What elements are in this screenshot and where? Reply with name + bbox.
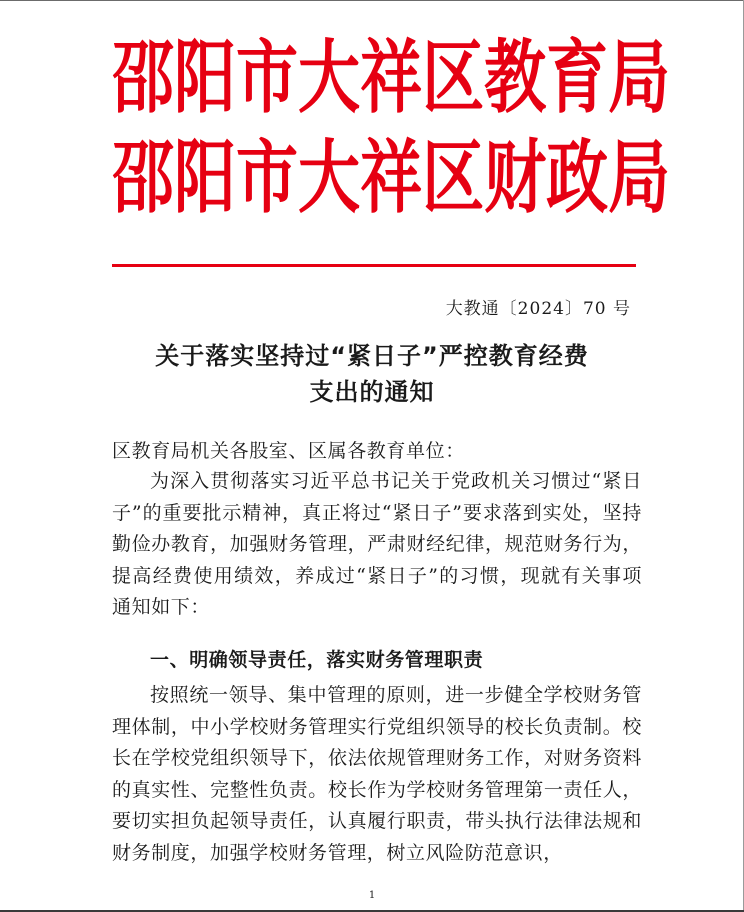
header-char: 大: [298, 130, 361, 225]
title-line-2: 支出的通知: [309, 378, 435, 406]
issuer-header-education-bureau: [112, 27, 671, 129]
section-heading-1: 一、明确领导责任，落实财务管理职责: [150, 649, 484, 671]
header-char: 政: [546, 130, 609, 225]
header-char: 邵: [112, 30, 175, 125]
header-char: 市: [236, 130, 299, 225]
header-char: 阳: [174, 30, 237, 125]
header-char: 大: [298, 30, 361, 125]
page-border-top: [0, 0, 744, 1]
header-char: 区: [422, 130, 485, 225]
header-char: 育: [546, 30, 609, 125]
header-char: 邵: [112, 130, 175, 225]
header-char: 阳: [174, 130, 237, 225]
document-number: 大教通〔2024〕70 号: [445, 299, 631, 319]
section-1-paragraph: [112, 680, 642, 870]
header-char: 市: [236, 30, 299, 125]
header-char: 局: [608, 130, 671, 225]
header-char: 祥: [360, 130, 423, 225]
header-char: 财: [484, 130, 547, 225]
header-char: 祥: [360, 30, 423, 125]
addressee: 区教育局机关各股室、区属各教育单位：: [112, 440, 465, 462]
intro-paragraph-text: 为深入贯彻落实习近平总书记关于党政机关习惯过“紧日子”的重要批示精神，真正将过“紧日子”要求落到实处，坚持勤俭办教育，加强财务管理，严肃财经纪律，规范财务行为，提高经费使用绩效，养成过“紧日子”的习惯，现就有关事项通知如下：: [112, 470, 642, 619]
section-1-paragraph-text: 按照统一领导、集中管理的原则，进一步健全学校财务管理体制，中小学校财务管理实行党组织领导的校长负责制。校长在学校党组织领导下，依法依规管理财务工作，对财务资料的真实性、完整性负责。校长作为学校财务管理第一责任人，要切实担负起领导责任，认真履行职责，带头执行法律法规和财务制度，加强学校财务管理，树立风险防范意识，: [112, 684, 642, 864]
header-char: 教: [484, 30, 547, 125]
header-char: 区: [422, 30, 485, 125]
red-separator-rule: [112, 264, 636, 267]
header-char: 局: [608, 30, 671, 125]
document-title: [112, 338, 632, 410]
title-line-1: 关于落实坚持过“紧日子”严控教育经费: [155, 342, 589, 370]
page-number: 1: [368, 890, 376, 901]
intro-paragraph: [112, 466, 642, 624]
issuer-header-finance-bureau: [112, 127, 671, 229]
